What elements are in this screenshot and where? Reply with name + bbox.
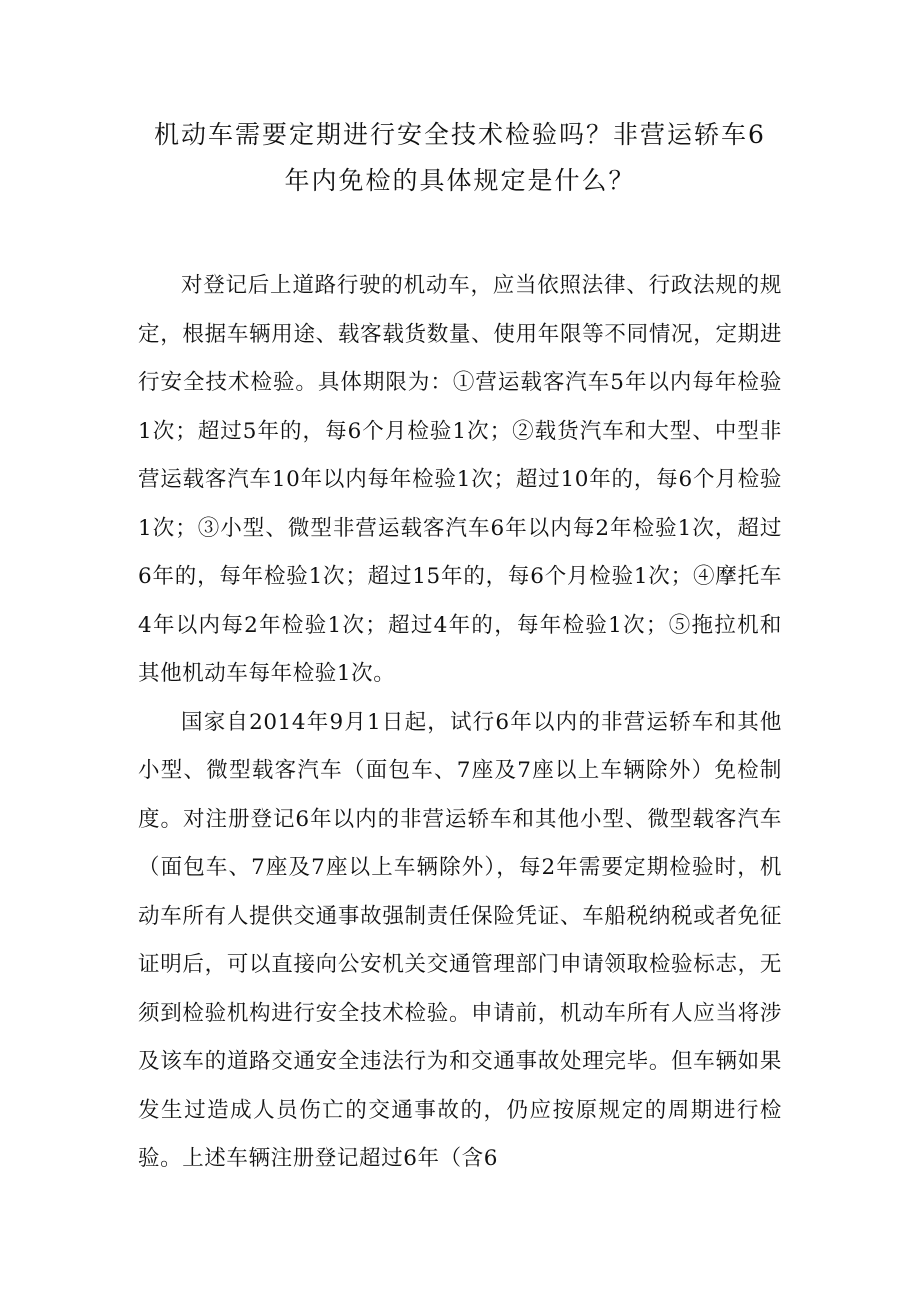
paragraph-exemption-policy: 国家自2014年9月1日起，试行6年以内的非营运轿车和其他小型、微型载客汽车（面包车、7座及7座以上车辆除外）免检制度。对注册登记6年以内的非营运轿车和其他小型、微型载客汽车（面包车、7座及7座以上车辆除外），每2年需要定期检验时，机动车所有人提供交通事故强制责任保险凭证、车船税纳税或者免征证明后，可以直接向公安机关交通管理部门申请领取检验标志，无须到检验机构进行安全技术检验。申请前，机动车所有人应当将涉及该车的道路交通安全违法行为和交通事故处理完毕。但车辆如果发生过造成人员伤亡的交通事故的，仍应按原规定的周期进行检验。上述车辆注册登记超过6年（含6 — [138, 709, 782, 1171]
title-line-1: 机动车需要定期进行安全技术检验吗？非营运轿车6 — [154, 120, 766, 149]
paragraph-inspection-periods: 对登记后上道路行驶的机动车，应当依照法律、行政法规的规定，根据车辆用途、载客载货数量、使用年限等不同情况，定期进行安全技术检验。具体期限为：①营运载客汽车5年以内每年检验1次；超过5年的，每6个月检验1次；②载货汽车和大型、中型非营运载客汽车10年以内每年检验1次；超过10年的，每6个月检验1次；③小型、微型非营运载客汽车6年以内每2年检验1次，超过6年的，每年检验1次；超过15年的，每6个月检验1次；④摩托车4年以内每2年检验1次；超过4年的，每年检验1次；⑤拖拉机和其他机动车每年检验1次。 — [138, 273, 782, 686]
document-title — [138, 112, 782, 204]
title-line-2: 年内免检的具体规定是什么？ — [284, 166, 636, 195]
document-body — [138, 262, 782, 1184]
